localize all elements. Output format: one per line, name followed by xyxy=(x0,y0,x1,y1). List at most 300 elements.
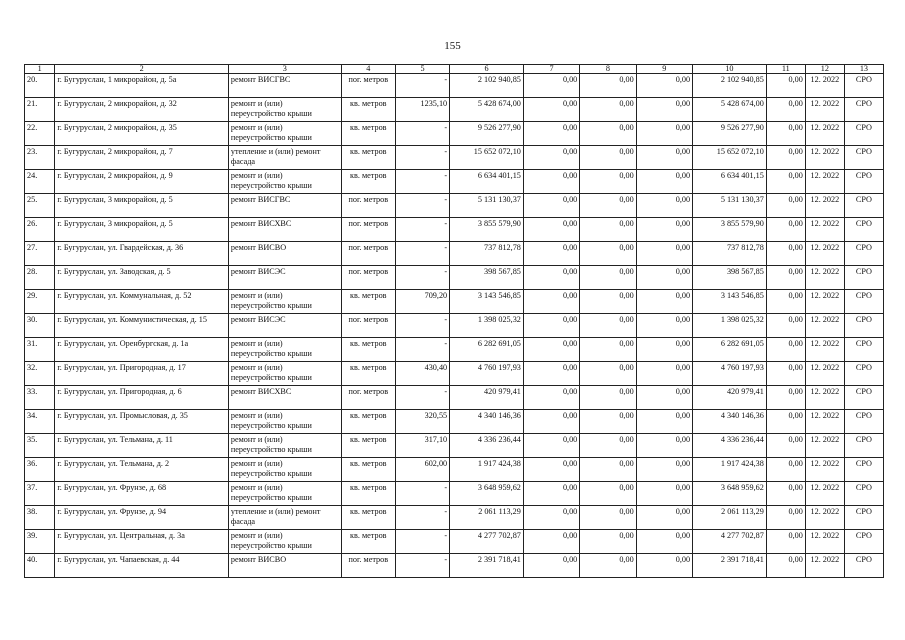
total-cost-cell: 737 812,78 xyxy=(450,242,524,266)
page-number: 155 xyxy=(444,40,461,52)
row-number: 37. xyxy=(25,482,55,506)
cost-cell: 3 143 546,85 xyxy=(693,290,767,314)
cost-cell: 0,00 xyxy=(580,74,636,98)
address-cell: г. Бугуруслан, ул. Заводская, д. 5 xyxy=(55,266,229,290)
cost-cell: 3 648 959,62 xyxy=(693,482,767,506)
quantity-cell: - xyxy=(395,386,449,410)
cost-cell: 6 282 691,05 xyxy=(693,338,767,362)
cost-cell: 0,00 xyxy=(523,218,579,242)
quantity-cell: - xyxy=(395,506,449,530)
unit-cell: кв. метров xyxy=(341,530,395,554)
period-cell: 12. 2022 xyxy=(805,122,844,146)
cost-cell: 0,00 xyxy=(766,410,805,434)
total-cost-cell: 4 336 236,44 xyxy=(450,434,524,458)
row-number: 24. xyxy=(25,170,55,194)
period-cell: 12. 2022 xyxy=(805,98,844,122)
work-type-cell: ремонт и (или) переустройство крыши xyxy=(228,98,341,122)
unit-cell: пог. метров xyxy=(341,74,395,98)
column-header: 3 xyxy=(228,65,341,74)
cost-cell: 0,00 xyxy=(523,458,579,482)
cost-cell: 0,00 xyxy=(766,362,805,386)
executor-cell: СРО xyxy=(844,482,883,506)
total-cost-cell: 15 652 072,10 xyxy=(450,146,524,170)
cost-cell: 0,00 xyxy=(636,122,692,146)
address-cell: г. Бугуруслан, ул. Коммунальная, д. 52 xyxy=(55,290,229,314)
column-header: 9 xyxy=(636,65,692,74)
total-cost-cell: 3 648 959,62 xyxy=(450,482,524,506)
cost-cell: 0,00 xyxy=(636,410,692,434)
cost-cell: 6 634 401,15 xyxy=(693,170,767,194)
period-cell: 12. 2022 xyxy=(805,482,844,506)
cost-cell: 0,00 xyxy=(766,482,805,506)
cost-cell: 2 061 113,29 xyxy=(693,506,767,530)
unit-cell: кв. метров xyxy=(341,410,395,434)
table-row xyxy=(25,242,884,266)
table-row xyxy=(25,554,884,578)
cost-cell: 0,00 xyxy=(636,530,692,554)
unit-cell: кв. метров xyxy=(341,482,395,506)
work-type-cell: ремонт и (или) переустройство крыши xyxy=(228,410,341,434)
row-number: 34. xyxy=(25,410,55,434)
cost-cell: 0,00 xyxy=(523,122,579,146)
cost-cell: 0,00 xyxy=(580,530,636,554)
address-cell: г. Бугуруслан, 3 микрорайон, д. 5 xyxy=(55,194,229,218)
quantity-cell: - xyxy=(395,74,449,98)
executor-cell: СРО xyxy=(844,218,883,242)
total-cost-cell: 398 567,85 xyxy=(450,266,524,290)
work-type-cell: ремонт и (или) переустройство крыши xyxy=(228,530,341,554)
executor-cell: СРО xyxy=(844,170,883,194)
period-cell: 12. 2022 xyxy=(805,314,844,338)
cost-cell: 0,00 xyxy=(580,482,636,506)
cost-cell: 3 855 579,90 xyxy=(693,218,767,242)
total-cost-cell: 2 391 718,41 xyxy=(450,554,524,578)
address-cell: г. Бугуруслан, ул. Фрунзе, д. 94 xyxy=(55,506,229,530)
cost-cell: 0,00 xyxy=(580,506,636,530)
cost-cell: 0,00 xyxy=(636,170,692,194)
unit-cell: кв. метров xyxy=(341,434,395,458)
cost-cell: 0,00 xyxy=(523,530,579,554)
period-cell: 12. 2022 xyxy=(805,362,844,386)
cost-cell: 0,00 xyxy=(636,266,692,290)
work-type-cell: ремонт ВИСВО xyxy=(228,242,341,266)
work-type-cell: утепление и (или) ремонт фасада xyxy=(228,146,341,170)
quantity-cell: - xyxy=(395,266,449,290)
unit-cell: кв. метров xyxy=(341,338,395,362)
cost-cell: 0,00 xyxy=(766,338,805,362)
cost-cell: 0,00 xyxy=(766,74,805,98)
quantity-cell: 320,55 xyxy=(395,410,449,434)
unit-cell: кв. метров xyxy=(341,290,395,314)
work-type-cell: ремонт и (или) переустройство крыши xyxy=(228,458,341,482)
work-type-cell: ремонт и (или) переустройство крыши xyxy=(228,434,341,458)
cost-cell: 1 917 424,38 xyxy=(693,458,767,482)
executor-cell: СРО xyxy=(844,98,883,122)
table-row xyxy=(25,194,884,218)
total-cost-cell: 5 428 674,00 xyxy=(450,98,524,122)
quantity-cell: - xyxy=(395,482,449,506)
table-row xyxy=(25,482,884,506)
table-row xyxy=(25,266,884,290)
column-header: 11 xyxy=(766,65,805,74)
executor-cell: СРО xyxy=(844,458,883,482)
executor-cell: СРО xyxy=(844,242,883,266)
cost-cell: 0,00 xyxy=(766,434,805,458)
unit-cell: пог. метров xyxy=(341,194,395,218)
cost-cell: 0,00 xyxy=(523,98,579,122)
unit-cell: кв. метров xyxy=(341,146,395,170)
row-number: 29. xyxy=(25,290,55,314)
address-cell: г. Бугуруслан, 1 микрорайон, д. 5а xyxy=(55,74,229,98)
cost-cell: 0,00 xyxy=(580,410,636,434)
cost-cell: 0,00 xyxy=(636,242,692,266)
quantity-cell: 317,10 xyxy=(395,434,449,458)
cost-cell: 5 131 130,37 xyxy=(693,194,767,218)
cost-cell: 4 340 146,36 xyxy=(693,410,767,434)
quantity-cell: 709,20 xyxy=(395,290,449,314)
address-cell: г. Бугуруслан, ул. Пригородная, д. 6 xyxy=(55,386,229,410)
unit-cell: пог. метров xyxy=(341,554,395,578)
period-cell: 12. 2022 xyxy=(805,530,844,554)
row-number: 21. xyxy=(25,98,55,122)
total-cost-cell: 4 277 702,87 xyxy=(450,530,524,554)
cost-cell: 0,00 xyxy=(523,242,579,266)
total-cost-cell: 420 979,41 xyxy=(450,386,524,410)
cost-cell: 0,00 xyxy=(580,434,636,458)
cost-cell: 5 428 674,00 xyxy=(693,98,767,122)
cost-cell: 0,00 xyxy=(766,554,805,578)
cost-cell: 0,00 xyxy=(636,554,692,578)
work-type-cell: ремонт и (или) переустройство крыши xyxy=(228,338,341,362)
period-cell: 12. 2022 xyxy=(805,386,844,410)
cost-cell: 0,00 xyxy=(523,554,579,578)
cost-cell: 0,00 xyxy=(580,290,636,314)
cost-cell: 4 760 197,93 xyxy=(693,362,767,386)
unit-cell: пог. метров xyxy=(341,386,395,410)
cost-cell: 0,00 xyxy=(523,506,579,530)
table-row xyxy=(25,530,884,554)
total-cost-cell: 3 855 579,90 xyxy=(450,218,524,242)
address-cell: г. Бугуруслан, 3 микрорайон, д. 5 xyxy=(55,218,229,242)
column-header: 7 xyxy=(523,65,579,74)
cost-cell: 0,00 xyxy=(580,242,636,266)
quantity-cell: - xyxy=(395,146,449,170)
table-row xyxy=(25,386,884,410)
cost-cell: 0,00 xyxy=(636,458,692,482)
quantity-cell: - xyxy=(395,170,449,194)
address-cell: г. Бугуруслан, 2 микрорайон, д. 35 xyxy=(55,122,229,146)
quantity-cell: - xyxy=(395,338,449,362)
table-row xyxy=(25,410,884,434)
executor-cell: СРО xyxy=(844,122,883,146)
cost-cell: 0,00 xyxy=(523,290,579,314)
work-type-cell: ремонт ВИСЭС xyxy=(228,314,341,338)
cost-cell: 0,00 xyxy=(636,362,692,386)
period-cell: 12. 2022 xyxy=(805,458,844,482)
column-header: 5 xyxy=(395,65,449,74)
work-type-cell: ремонт ВИСВО xyxy=(228,554,341,578)
table-row xyxy=(25,506,884,530)
row-number: 20. xyxy=(25,74,55,98)
cost-cell: 0,00 xyxy=(580,386,636,410)
total-cost-cell: 6 634 401,15 xyxy=(450,170,524,194)
cost-cell: 0,00 xyxy=(580,362,636,386)
row-number: 38. xyxy=(25,506,55,530)
work-type-cell: ремонт и (или) переустройство крыши xyxy=(228,290,341,314)
period-cell: 12. 2022 xyxy=(805,74,844,98)
table-row xyxy=(25,314,884,338)
cost-cell: 398 567,85 xyxy=(693,266,767,290)
register-body xyxy=(25,74,884,578)
unit-cell: кв. метров xyxy=(341,98,395,122)
column-header: 8 xyxy=(580,65,636,74)
cost-cell: 0,00 xyxy=(636,434,692,458)
cost-cell: 0,00 xyxy=(766,506,805,530)
work-type-cell: ремонт ВИСХВС xyxy=(228,218,341,242)
cost-cell: 0,00 xyxy=(636,482,692,506)
cost-cell: 0,00 xyxy=(766,122,805,146)
address-cell: г. Бугуруслан, ул. Оренбургская, д. 1а xyxy=(55,338,229,362)
executor-cell: СРО xyxy=(844,314,883,338)
executor-cell: СРО xyxy=(844,338,883,362)
address-cell: г. Бугуруслан, ул. Коммунистическая, д. 15 xyxy=(55,314,229,338)
row-number: 39. xyxy=(25,530,55,554)
cost-cell: 0,00 xyxy=(766,458,805,482)
column-header: 12 xyxy=(805,65,844,74)
cost-cell: 0,00 xyxy=(580,266,636,290)
table-row xyxy=(25,74,884,98)
quantity-cell: - xyxy=(395,314,449,338)
row-number: 22. xyxy=(25,122,55,146)
quantity-cell: - xyxy=(395,122,449,146)
column-header: 6 xyxy=(450,65,524,74)
address-cell: г. Бугуруслан, ул. Пригородная, д. 17 xyxy=(55,362,229,386)
cost-cell: 0,00 xyxy=(580,194,636,218)
table-row xyxy=(25,362,884,386)
row-number: 40. xyxy=(25,554,55,578)
cost-cell: 0,00 xyxy=(766,314,805,338)
cost-cell: 0,00 xyxy=(636,386,692,410)
cost-cell: 0,00 xyxy=(580,218,636,242)
column-header: 4 xyxy=(341,65,395,74)
cost-cell: 737 812,78 xyxy=(693,242,767,266)
cost-cell: 0,00 xyxy=(523,410,579,434)
column-header: 13 xyxy=(844,65,883,74)
unit-cell: кв. метров xyxy=(341,122,395,146)
cost-cell: 0,00 xyxy=(523,362,579,386)
column-header: 2 xyxy=(55,65,229,74)
cost-cell: 0,00 xyxy=(523,266,579,290)
address-cell: г. Бугуруслан, ул. Тельмана, д. 11 xyxy=(55,434,229,458)
table-row xyxy=(25,290,884,314)
total-cost-cell: 1 398 025,32 xyxy=(450,314,524,338)
cost-cell: 0,00 xyxy=(580,338,636,362)
cost-cell: 0,00 xyxy=(636,338,692,362)
table-row xyxy=(25,146,884,170)
cost-cell: 0,00 xyxy=(636,290,692,314)
period-cell: 12. 2022 xyxy=(805,434,844,458)
period-cell: 12. 2022 xyxy=(805,266,844,290)
work-type-cell: ремонт ВИСХВС xyxy=(228,386,341,410)
period-cell: 12. 2022 xyxy=(805,290,844,314)
period-cell: 12. 2022 xyxy=(805,170,844,194)
cost-cell: 0,00 xyxy=(580,170,636,194)
unit-cell: пог. метров xyxy=(341,218,395,242)
row-number: 33. xyxy=(25,386,55,410)
cost-cell: 0,00 xyxy=(523,386,579,410)
work-type-cell: ремонт и (или) переустройство крыши xyxy=(228,482,341,506)
quantity-cell: 602,00 xyxy=(395,458,449,482)
unit-cell: кв. метров xyxy=(341,362,395,386)
quantity-cell: 430,40 xyxy=(395,362,449,386)
cost-cell: 0,00 xyxy=(766,266,805,290)
row-number: 28. xyxy=(25,266,55,290)
quantity-cell: 1235,10 xyxy=(395,98,449,122)
row-number: 30. xyxy=(25,314,55,338)
table-row xyxy=(25,458,884,482)
cost-cell: 0,00 xyxy=(580,314,636,338)
period-cell: 12. 2022 xyxy=(805,146,844,170)
cost-cell: 0,00 xyxy=(523,146,579,170)
row-number: 25. xyxy=(25,194,55,218)
table-row xyxy=(25,434,884,458)
quantity-cell: - xyxy=(395,194,449,218)
cost-cell: 2 102 940,85 xyxy=(693,74,767,98)
cost-cell: 0,00 xyxy=(523,434,579,458)
executor-cell: СРО xyxy=(844,74,883,98)
cost-cell: 0,00 xyxy=(636,314,692,338)
table-row xyxy=(25,122,884,146)
period-cell: 12. 2022 xyxy=(805,554,844,578)
row-number: 31. xyxy=(25,338,55,362)
table-row xyxy=(25,98,884,122)
cost-cell: 15 652 072,10 xyxy=(693,146,767,170)
cost-cell: 0,00 xyxy=(580,458,636,482)
cost-cell: 0,00 xyxy=(766,242,805,266)
row-number: 27. xyxy=(25,242,55,266)
total-cost-cell: 1 917 424,38 xyxy=(450,458,524,482)
period-cell: 12. 2022 xyxy=(805,338,844,362)
cost-cell: 0,00 xyxy=(523,170,579,194)
cost-cell: 9 526 277,90 xyxy=(693,122,767,146)
row-number: 26. xyxy=(25,218,55,242)
header-row xyxy=(25,65,884,74)
cost-cell: 0,00 xyxy=(580,122,636,146)
row-number: 36. xyxy=(25,458,55,482)
total-cost-cell: 9 526 277,90 xyxy=(450,122,524,146)
work-type-cell: ремонт и (или) переустройство крыши xyxy=(228,122,341,146)
executor-cell: СРО xyxy=(844,386,883,410)
cost-cell: 0,00 xyxy=(766,98,805,122)
unit-cell: пог. метров xyxy=(341,242,395,266)
total-cost-cell: 6 282 691,05 xyxy=(450,338,524,362)
address-cell: г. Бугуруслан, ул. Чапаевская, д. 44 xyxy=(55,554,229,578)
unit-cell: пог. метров xyxy=(341,266,395,290)
register-table xyxy=(24,64,884,578)
executor-cell: СРО xyxy=(844,146,883,170)
cost-cell: 0,00 xyxy=(766,218,805,242)
cost-cell: 4 277 702,87 xyxy=(693,530,767,554)
period-cell: 12. 2022 xyxy=(805,242,844,266)
total-cost-cell: 3 143 546,85 xyxy=(450,290,524,314)
row-number: 35. xyxy=(25,434,55,458)
column-header: 10 xyxy=(693,65,767,74)
executor-cell: СРО xyxy=(844,530,883,554)
cost-cell: 0,00 xyxy=(523,74,579,98)
cost-cell: 0,00 xyxy=(636,218,692,242)
period-cell: 12. 2022 xyxy=(805,194,844,218)
address-cell: г. Бугуруслан, ул. Тельмана, д. 2 xyxy=(55,458,229,482)
cost-cell: 0,00 xyxy=(766,146,805,170)
executor-cell: СРО xyxy=(844,506,883,530)
cost-cell: 0,00 xyxy=(523,482,579,506)
cost-cell: 0,00 xyxy=(636,74,692,98)
cost-cell: 0,00 xyxy=(636,146,692,170)
row-number: 32. xyxy=(25,362,55,386)
executor-cell: СРО xyxy=(844,362,883,386)
table-row xyxy=(25,170,884,194)
period-cell: 12. 2022 xyxy=(805,218,844,242)
table-row xyxy=(25,218,884,242)
quantity-cell: - xyxy=(395,218,449,242)
executor-cell: СРО xyxy=(844,290,883,314)
total-cost-cell: 2 061 113,29 xyxy=(450,506,524,530)
executor-cell: СРО xyxy=(844,194,883,218)
total-cost-cell: 2 102 940,85 xyxy=(450,74,524,98)
total-cost-cell: 4 340 146,36 xyxy=(450,410,524,434)
unit-cell: пог. метров xyxy=(341,314,395,338)
cost-cell: 0,00 xyxy=(766,170,805,194)
address-cell: г. Бугуруслан, ул. Гвардейская, д. 36 xyxy=(55,242,229,266)
quantity-cell: - xyxy=(395,530,449,554)
cost-cell: 0,00 xyxy=(766,194,805,218)
total-cost-cell: 4 760 197,93 xyxy=(450,362,524,386)
work-type-cell: ремонт ВИСГВС xyxy=(228,194,341,218)
unit-cell: кв. метров xyxy=(341,170,395,194)
table-row xyxy=(25,338,884,362)
cost-cell: 0,00 xyxy=(523,314,579,338)
unit-cell: кв. метров xyxy=(341,458,395,482)
executor-cell: СРО xyxy=(844,410,883,434)
period-cell: 12. 2022 xyxy=(805,506,844,530)
cost-cell: 0,00 xyxy=(766,530,805,554)
address-cell: г. Бугуруслан, ул. Центральная, д. 3а xyxy=(55,530,229,554)
work-type-cell: ремонт ВИСГВС xyxy=(228,74,341,98)
executor-cell: СРО xyxy=(844,554,883,578)
unit-cell: кв. метров xyxy=(341,506,395,530)
cost-cell: 0,00 xyxy=(580,146,636,170)
cost-cell: 1 398 025,32 xyxy=(693,314,767,338)
cost-cell: 0,00 xyxy=(766,386,805,410)
cost-cell: 0,00 xyxy=(523,194,579,218)
cost-cell: 0,00 xyxy=(636,506,692,530)
work-type-cell: утепление и (или) ремонт фасада xyxy=(228,506,341,530)
quantity-cell: - xyxy=(395,242,449,266)
cost-cell: 420 979,41 xyxy=(693,386,767,410)
address-cell: г. Бугуруслан, 2 микрорайон, д. 32 xyxy=(55,98,229,122)
address-cell: г. Бугуруслан, 2 микрорайон, д. 7 xyxy=(55,146,229,170)
executor-cell: СРО xyxy=(844,434,883,458)
cost-cell: 0,00 xyxy=(580,98,636,122)
cost-cell: 0,00 xyxy=(636,194,692,218)
address-cell: г. Бугуруслан, 2 микрорайон, д. 9 xyxy=(55,170,229,194)
total-cost-cell: 5 131 130,37 xyxy=(450,194,524,218)
period-cell: 12. 2022 xyxy=(805,410,844,434)
cost-cell: 0,00 xyxy=(766,290,805,314)
cost-cell: 0,00 xyxy=(523,338,579,362)
address-cell: г. Бугуруслан, ул. Промысловая, д. 35 xyxy=(55,410,229,434)
quantity-cell: - xyxy=(395,554,449,578)
